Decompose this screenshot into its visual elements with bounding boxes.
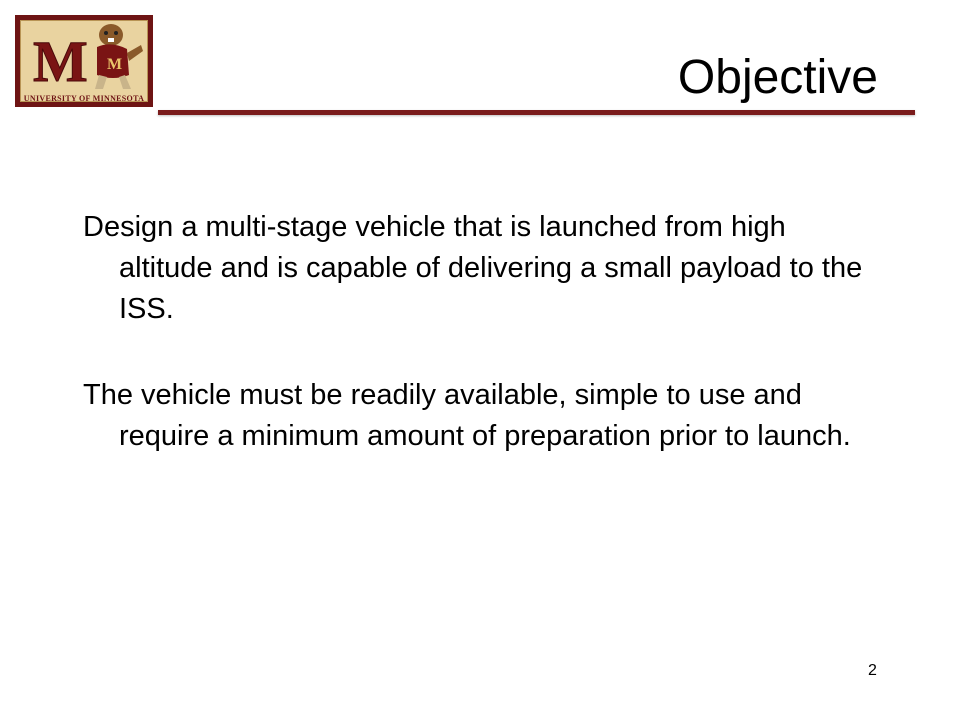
svg-text:M: M (107, 56, 123, 73)
slide-body (83, 207, 883, 502)
logo-caption: UNIVERSITY OF MINNESOTA (23, 94, 145, 103)
slide-number: 2 (868, 662, 877, 679)
paragraph-objective-requirements: The vehicle must be readily available, simple to use and require a minimum amount of preparation prior to launch. (83, 379, 851, 452)
logo-m-letter: M (33, 29, 88, 94)
gopher-mascot-icon (95, 24, 143, 89)
paragraph-objective-design: Design a multi-stage vehicle that is launched from high altitude and is capable of delivering a small payload to the ISS. (83, 211, 863, 325)
title-divider (158, 110, 915, 115)
university-logo (15, 15, 153, 107)
slide-title: Objective (677, 51, 878, 104)
